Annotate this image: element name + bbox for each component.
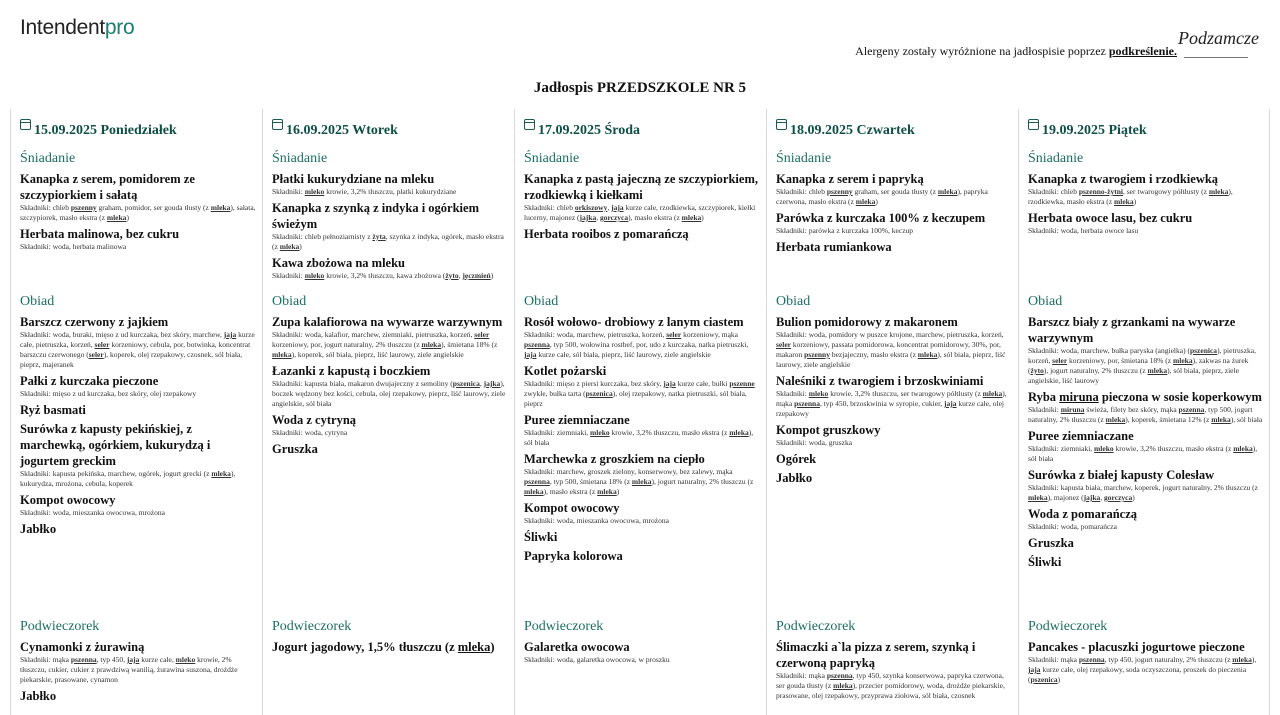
dish-ingredients: Składniki: mąka pszenna, typ 450, jaja kurze całe, mleko krowie, 2% tłuszczu, cukier, cukier z prawdziwą wanilią, żurawina suszona, drożdże piekarskie, prasowane, cynamon [20, 655, 238, 684]
allergen-mark: mleka [279, 242, 300, 251]
day-column [766, 109, 1018, 715]
allergen-mark: pszenny [804, 350, 830, 359]
allergen-mark: pszenny [826, 187, 853, 196]
allergen-mark: mleka [681, 213, 702, 222]
dish-ingredients: Składniki: chleb pszenny graham, pomidor, ser gouda tłusty (z mleka), sałata, szczypiorek, masło ekstra (z mleka) [20, 203, 256, 222]
allergen-mark: mleko [590, 428, 610, 437]
calendar-icon [272, 119, 283, 130]
day-date: 16.09.2025 Wtorek [286, 123, 398, 138]
allergen-mark: mleko [175, 655, 196, 664]
meal-section [272, 294, 508, 457]
dish-name: Herbata rumiankowa [776, 240, 892, 254]
dish-name: Jabłko [20, 522, 57, 536]
allergen-mark: mleka [106, 213, 127, 222]
dish-name: Jabłko [776, 471, 813, 485]
meal-section [1028, 294, 1264, 570]
allergen-mark: pszenna [524, 340, 550, 349]
dish-name: Herbata rooibos z pomarańczą [524, 227, 689, 241]
allergen-mark: pszenne [729, 379, 755, 388]
day-date: 19.09.2025 Piątek [1042, 123, 1147, 138]
podzamcze-signature-logo [1178, 24, 1259, 62]
allergen-mark: mleka [1211, 415, 1231, 424]
meal-section [1028, 619, 1264, 688]
dish-ingredients: Składniki: woda, kalafior, marchew, ziemniaki, pietruszka, korzeń, seler korzeniowy, por, jogurt naturalny, 2% tłuszczu (z mleka), śmietana 18% (z mleka), koperek, sól biała, pieprz, liść laurowy, ziele angielskie [272, 330, 498, 359]
meal-name: Podwieczorek [272, 619, 352, 634]
allergen-mark: mleka [1233, 444, 1253, 453]
allergen-mark: jajka [483, 379, 501, 388]
allergen-mark: mleka [917, 350, 938, 359]
dish-name: Cynamonki z żurawiną [20, 640, 145, 654]
allergen-mark: seler [776, 340, 791, 349]
meal-name: Podwieczorek [1028, 619, 1108, 634]
day-date: 15.09.2025 Poniedziałek [34, 123, 177, 138]
dish-name: Rosół wołowo- drobiowy z lanym ciastem [524, 315, 744, 329]
allergen-mark: pszenna [70, 655, 97, 664]
dish-ingredients: Składniki: marchew, groszek zielony, konserwowy, bez zalewy, mąka pszenna, typ 500, śmietana 18% (z mleka), jogurt naturalny, 2% tłuszczu (z mleka), masło ekstra (z mleka) [524, 467, 754, 496]
meal-name: Obiad [524, 294, 559, 309]
allergen-mark: pszenny [70, 203, 97, 212]
logo-accent: pro [104, 16, 135, 39]
dish-ingredients: Składniki: woda, pomarańcza [1028, 522, 1117, 531]
meal-section [20, 619, 256, 704]
allergen-mark: jaja [663, 379, 676, 388]
menu-grid [10, 109, 1270, 715]
allergen-mark: pszenna [524, 477, 550, 486]
dish-name: Woda z cytryną [272, 413, 357, 427]
dish-ingredients: Składniki: mleko krowie, 3,2% tłuszczu, kawa zbożowa (żyto, jęczmień) [272, 271, 494, 280]
meal-name: Śniadanie [524, 151, 580, 166]
allergen-mark: mleka [729, 428, 749, 437]
allergen-mark: jaja [126, 655, 140, 664]
allergen-mark: mleka [1114, 197, 1134, 206]
allergen-mark: jajka [1083, 493, 1101, 502]
dish-name: Kompot owocowy [20, 493, 116, 507]
allergen-mark: miruna [1059, 390, 1099, 404]
allergen-mark: pszenica [1189, 346, 1218, 355]
dish-ingredients: Składniki: parówka z kurczaka 100%, keczup [776, 226, 914, 235]
allergen-mark: mleka [210, 203, 231, 212]
dish-ingredients: Składniki: ziemniaki, mleko krowie, 3,2% tłuszczu, masło ekstra (z mleka), sól biała [524, 428, 754, 447]
calendar-icon [776, 119, 787, 130]
dish-name: Kanapka z pastą jajeczną ze szczypiorkiem, rzodkiewką i kiełkami [524, 172, 758, 202]
meal-name: Podwieczorek [524, 619, 604, 634]
day-header [524, 111, 640, 139]
allergen-mark: mleka [1028, 493, 1048, 502]
allergen-mark: mleko [304, 187, 325, 196]
dish-ingredients: Składniki: woda, pomidory w puszce krojone, marchew, pietruszka, korzeń, seler korzeniowy, passata pomidorowa, koncentrat pomidorowy, 30%, por, makaron pszenny bezjajeczny, masło ekstra (z mleka), sól biała, pieprz, liść laurowy, ziele angielskie [776, 330, 1006, 369]
meal-name: Podwieczorek [20, 619, 100, 634]
dish-ingredients: Składniki: woda, galaretka owocowa, w proszku [524, 655, 670, 664]
allergen-mark: żyto [445, 271, 459, 280]
meal-name: Obiad [272, 294, 307, 309]
day-date: 18.09.2025 Czwartek [790, 123, 915, 138]
allergen-mark: pszenica [1030, 675, 1058, 684]
dish-ingredients: Składniki: chleb orkiszowy, jaja kurze całe, rzodkiewka, szczypiorek, kiełki lucerny, majonez (jajka, gorczyca), masło ekstra (z mleka) [524, 203, 756, 222]
dish-name: Kompot owocowy [524, 501, 620, 515]
allergen-mark: gorczyca [599, 213, 629, 222]
allergen-mark: żyta [372, 232, 386, 241]
day-column [10, 109, 262, 715]
allergen-mark: miruna [1060, 405, 1085, 414]
dish-name: Galaretka owocowa [524, 640, 630, 654]
meal-name: Śniadanie [20, 151, 76, 166]
dish-name: Gruszka [272, 442, 318, 456]
brand-signature-text: Podzamcze [1178, 28, 1259, 48]
dish-name: Surówka z białej kapusty Colesław [1028, 468, 1215, 482]
allergen-mark: mleka [631, 477, 652, 486]
dish-name: Ślimaczki a`la pizza z serem, szynką i czerwoną papryką [776, 640, 976, 670]
allergen-mark: mleka [1173, 356, 1193, 365]
allergen-mark: seler [474, 330, 490, 339]
dish-name: Ryba miruna pieczona w sosie koperkowym [1028, 390, 1262, 404]
allergen-mark: seler [94, 340, 110, 349]
dish-ingredients: Składniki: woda, mieszanka owocowa, mrożona [524, 516, 669, 525]
dish-name: Śliwki [524, 530, 558, 544]
meal-section [524, 619, 760, 668]
brand-underline [1184, 57, 1248, 58]
allergen-mark: żyto [1030, 366, 1044, 375]
dish-name: Kanapka z serem i papryką [776, 172, 924, 186]
dish-name: Parówka z kurczaka 100% z keczupem [776, 211, 986, 225]
dish-ingredients: Składniki: woda, gruszka [776, 438, 853, 447]
day-header [20, 111, 177, 139]
dish-name: Łazanki z kapustą i boczkiem [272, 364, 431, 378]
dish-ingredients: Składniki: woda, herbata owoce lasu [1028, 226, 1139, 235]
dish-ingredients: Składniki: mięso z piersi kurczaka, bez skóry, jaja kurze całe, bułki pszenne zwykłe, bułka tarta (pszenica), olej rzepakowy, natka pietruszki, sól biała, pieprz [524, 379, 755, 408]
allergen-mark: mleka [1208, 187, 1229, 196]
dish-name: Bulion pomidorowy z makaronem [776, 315, 958, 329]
meal-name: Obiad [20, 294, 55, 309]
allergen-mark: mleko [808, 389, 829, 398]
allergen-mark: mleka [597, 487, 617, 496]
dish-name: Kanapka z serem, pomidorem ze szczypiorkiem i sałatą [20, 172, 195, 202]
allergen-mark: pszenna [794, 399, 820, 408]
allergen-mark: mleka [524, 487, 544, 496]
allergen-mark: orkiszowy [574, 203, 608, 212]
dish-name: Śliwki [1028, 555, 1062, 569]
allergen-mark: mleka [1147, 366, 1168, 375]
allergen-note [855, 44, 1177, 59]
allergen-mark: mleka [833, 681, 853, 690]
dish-name: Gruszka [1028, 536, 1074, 550]
allergen-mark: mleka [421, 340, 442, 349]
allergen-mark: pszenna [1178, 405, 1205, 414]
allergen-mark: jęczmień [462, 271, 491, 280]
dish-ingredients: Składniki: chleb pszenno-żytni, ser twarogowy półtłusty (z mleka), rzodkiewka, masło ekstra (z mleka) [1028, 187, 1233, 206]
allergen-mark: jaja [223, 330, 237, 339]
allergen-mark: mleka [272, 350, 292, 359]
day-column [514, 109, 766, 715]
meal-section [20, 151, 256, 255]
meal-section [776, 294, 1012, 486]
allergen-mark: jaja [944, 399, 957, 408]
dish-ingredients: Składniki: woda, marchew, bułka paryska (angielka) (pszenica), pietruszka, korzeń, seler korzeniowy, por, śmietana 18% (z mleka), zakwas na żurek (żyto), jogurt naturalny, 2% tłuszczu (z mleka), sól biała, pieprz, ziele angielskie, liść laurowy [1028, 346, 1257, 385]
dish-ingredients: Składniki: woda, cytryna [272, 428, 348, 437]
allergen-mark: pszenna [826, 671, 853, 680]
allergen-mark: seler [666, 330, 682, 339]
allergen-underline-word: podkreślenie. [1108, 44, 1177, 58]
dish-ingredients: Składniki: mleko krowie, 3,2% tłuszczu, ser twarogowy półtłusty (z mleka), mąka pszenna, typ 450, brzoskwinia w syropie, cukier, jaja kurze całe, olej rzepakowy [776, 389, 1007, 418]
dish-name: Kotlet pożarski [524, 364, 607, 378]
dish-name: Puree ziemniaczane [524, 413, 630, 427]
meal-section [524, 294, 760, 564]
allergen-mark: pszenno-żytni [1078, 187, 1123, 196]
dish-name: Kawa zbożowa na mleku [272, 256, 405, 270]
dish-name: Papryka kolorowa [524, 549, 623, 563]
dish-name: Kanapka z twarogiem i rzodkiewką [1028, 172, 1219, 186]
meal-section [272, 151, 508, 284]
dish-ingredients: Składniki: miruna świeża, filety bez skóry, mąka pszenna, typ 500, jogurt naturalny, 2% tłuszczu (z mleka), koperek, śmietana 12% (z mleka), sól biała [1028, 405, 1263, 424]
dish-name: Zupa kalafiorowa na wywarze warzywnym [272, 315, 503, 329]
allergen-mark: mleka [1105, 415, 1126, 424]
day-header [776, 111, 915, 139]
calendar-icon [20, 119, 31, 130]
meal-section [524, 151, 760, 242]
dish-name: Ryż basmati [20, 403, 86, 417]
calendar-icon [524, 119, 535, 130]
day-header [272, 111, 398, 139]
meal-section [272, 619, 508, 655]
dish-name: Puree ziemniaczane [1028, 429, 1134, 443]
allergen-mark: mleka [211, 469, 231, 478]
intendentpro-logo [20, 16, 134, 40]
dish-name: Surówka z kapusty pekińskiej, z marchewką, ogórkiem, kukurydzą i jogurtem greckim [20, 422, 211, 468]
dish-name: Ogórek [776, 452, 817, 466]
logo-main: Intendent [20, 16, 105, 39]
meal-name: Śniadanie [776, 151, 832, 166]
dish-ingredients: Składniki: kapusta biała, marchew, koperek, jogurt naturalny, 2% tłuszczu (z mleka), majonez (jajka, gorczyca) [1028, 483, 1258, 502]
dish-name: Barszcz czerwony z jajkiem [20, 315, 169, 329]
meal-name: Obiad [776, 294, 811, 309]
dish-ingredients: Składniki: kapusta pekińska, marchew, ogórek, jogurt grecki (z mleka), kukurydza, mrożona, cebula, koperek [20, 469, 236, 488]
dish-ingredients: Składniki: chleb pełnoziarnisty z żyta, szynka z indyka, ogórek, masło ekstra (z mleka) [272, 232, 504, 251]
meal-section [20, 294, 256, 537]
day-column [1018, 109, 1270, 715]
allergen-mark: mleka [855, 197, 876, 206]
dish-name: Pałki z kurczaka pieczone [20, 374, 159, 388]
dish-ingredients: Składniki: mąka pszenna, typ 450, jogurt naturalny, 2% tłuszczu (z mleka), jaja kurze całe, olej rzepakowy, soda oczyszczona, proszek do pieczenia (pszenica) [1028, 655, 1257, 684]
dish-name: Płatki kukurydziane na mleku [272, 172, 435, 186]
dish-ingredients: Składniki: woda, herbata malinowa [20, 242, 127, 251]
meal-name: Śniadanie [272, 151, 328, 166]
allergen-mark: pszenica [452, 379, 480, 388]
dish-name: Jabłko [20, 689, 57, 703]
day-date: 17.09.2025 Środa [538, 123, 641, 138]
dish-ingredients: Składniki: mąka pszenna, typ 450, szynka konserwowa, papryka czerwona, ser gouda tłusty (z mleka), przecier pomidorowy, woda, drożdże piekarskie, prasowane, olej rzepakowy, przyprawa ziołowa, sól biała, czosnek [776, 671, 1005, 700]
dish-name: Herbata malinowa, bez cukru [20, 227, 180, 241]
dish-ingredients: Składniki: mięso z ud kurczaka, bez skóry, olej rzepakowy [20, 389, 197, 398]
allergen-mark: jajka [579, 213, 597, 222]
day-header [1028, 111, 1147, 139]
dish-ingredients: Składniki: woda, mieszanka owocowa, mrożona [20, 508, 165, 517]
meal-name: Śniadanie [1028, 151, 1084, 166]
page-title: Jadłospis PRZEDSZKOLE NR 5 [533, 80, 747, 96]
allergen-mark: pszenica [585, 389, 613, 398]
dish-ingredients: Składniki: woda, marchew, pietruszka, korzeń, seler korzeniowy, mąka pszenna, typ 500, wołowina rostbef, por, udo z kurczaka, natka pietruszki, jaja kurze całe, sól biała, pieprz, liść laurowy, ziele angielskie [524, 330, 749, 359]
allergen-mark: mleka [982, 389, 1003, 398]
dish-ingredients: Składniki: kapusta biała, makaron dwujajeczny z semoliny (pszenica, jajka), boczek wędzony bez kości, cebula, olej rzepakowy, pieprz, liść laurowy, ziele angielskie, sól biała [272, 379, 506, 408]
allergen-mark: jaja [524, 350, 537, 359]
allergen-mark: seler [1052, 356, 1068, 365]
allergen-mark: mleka [937, 187, 958, 196]
allergen-mark: pszenna [1078, 655, 1105, 664]
allergen-mark: jaja [611, 203, 624, 212]
allergen-mark: gorczyca [1104, 493, 1133, 502]
meal-section [776, 619, 1012, 704]
meal-name: Obiad [1028, 294, 1063, 309]
dish-name: Marchewka z groszkiem na ciepło [524, 452, 705, 466]
dish-name: Kompot gruszkowy [776, 423, 881, 437]
allergen-mark: jaja [1028, 665, 1041, 674]
dish-name: Jogurt jagodowy, 1,5% tłuszczu (z mleka) [272, 640, 495, 654]
dish-name: Woda z pomarańczą [1028, 507, 1138, 521]
meal-name: Podwieczorek [776, 619, 856, 634]
dish-name: Kanapka z szynką z indyka i ogórkiem świeżym [272, 201, 479, 231]
allergen-mark: mleka [457, 640, 491, 654]
dish-ingredients: Składniki: chleb pszenny graham, ser gouda tłusty (z mleka), papryka czerwona, masło ekstra (z mleka) [776, 187, 988, 206]
allergen-mark: mleko [304, 271, 325, 280]
allergen-mark: mleko [1094, 444, 1114, 453]
dish-name: Barszcz biały z grzankami na wywarze warzywnym [1028, 315, 1236, 345]
dish-ingredients: Składniki: woda, buraki, mięso z ud kurczaka, bez skóry, marchew, jaja kurze całe, pietruszka, korzeń, seler korzeniowy, cebula, por, botwinka, koncentrat barszczu czerwonego (seler), koperek, olej rzepakowy, czosnek, sól biała, pieprz, majeranek [20, 330, 255, 369]
dish-name: Pancakes - placuszki jogurtowe pieczone [1028, 640, 1245, 654]
meal-section [1028, 151, 1264, 239]
allergen-mark: mleka [1232, 655, 1252, 664]
dish-name: Herbata owoce lasu, bez cukru [1028, 211, 1193, 225]
allergen-note-text: Alergeny zostały wyróżnione na jadłospisie poprzez [855, 44, 1106, 58]
calendar-icon [1028, 119, 1039, 130]
dish-ingredients: Składniki: ziemniaki, mleko krowie, 3,2% tłuszczu, masło ekstra (z mleka), sól biała [1028, 444, 1258, 463]
dish-ingredients: Składniki: mleko krowie, 3,2% tłuszczu, płatki kukurydziane [272, 187, 457, 196]
allergen-mark: seler [88, 350, 104, 359]
day-column [262, 109, 514, 715]
dish-name: Naleśniki z twarogiem i brzoskwiniami [776, 374, 984, 388]
meal-section [776, 151, 1012, 255]
